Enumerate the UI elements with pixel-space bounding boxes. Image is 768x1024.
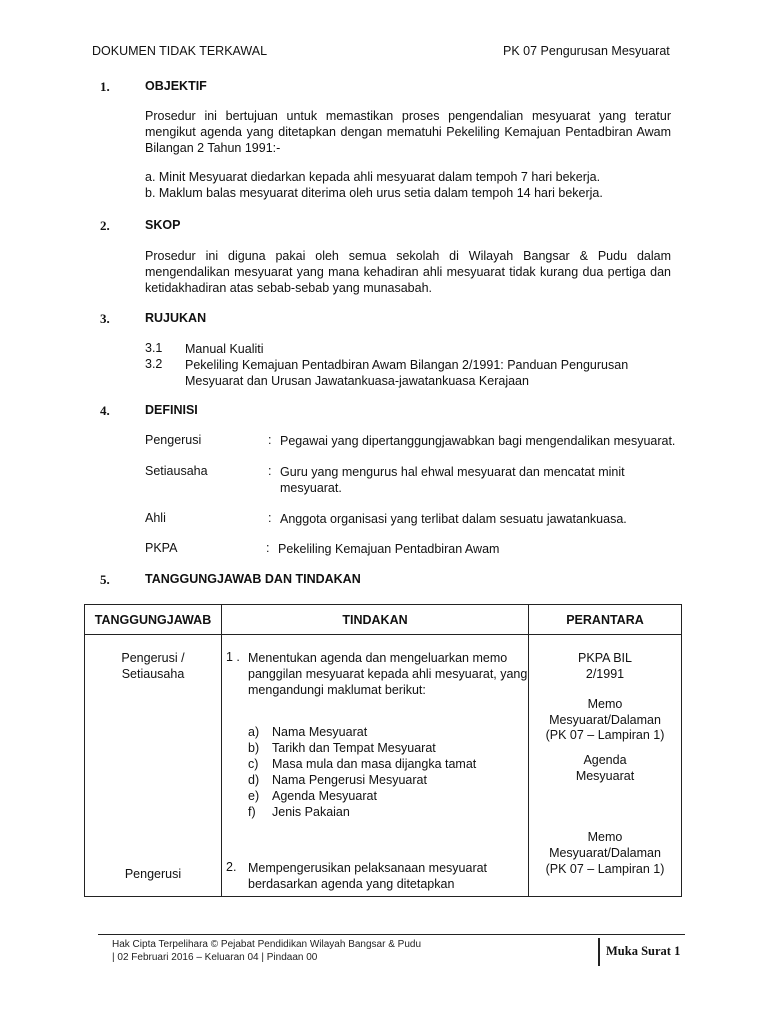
- section-title-definisi: DEFINISI: [145, 403, 198, 417]
- definition-description: Guru yang mengurus hal ehwal mesyuarat dan mencatat minit mesyuarat.: [280, 465, 625, 495]
- perantara-text: Memo: [587, 697, 623, 711]
- list-item-letter: f): [248, 805, 256, 819]
- list-item: Tarikh dan Tempat Mesyuarat: [272, 741, 436, 755]
- list-item: Nama Mesyuarat: [272, 725, 368, 739]
- list-item-letter: a): [248, 725, 260, 739]
- list-item: Jenis Pakaian: [272, 805, 350, 819]
- responsibility-text: Pengerusi: [124, 867, 182, 881]
- footer-copyright: [112, 938, 421, 964]
- reference-text: Manual Kualiti: [185, 342, 264, 356]
- section-title-tanggungjawab: TANGGUNGJAWAB DAN TINDAKAN: [145, 572, 361, 586]
- document-code: PK 07 Pengurusan Mesyuarat: [503, 44, 670, 58]
- definition-term: PKPA: [145, 541, 178, 555]
- reference-number: 3.2: [145, 357, 163, 371]
- perantara-text: PKPA BIL: [578, 651, 632, 665]
- section-title-rujukan: RUJUKAN: [145, 311, 207, 325]
- column-header-perantara: PERANTARA: [529, 605, 682, 635]
- definition-description: Anggota organisasi yang terlibat dalam sesuatu jawatankuasa.: [280, 512, 627, 526]
- perantara-text: Mesyuarat: [575, 769, 635, 783]
- section-number: 5.: [100, 572, 110, 587]
- section-number: 1.: [100, 79, 110, 94]
- list-item-letter: b): [248, 741, 260, 755]
- column-header-tindakan: TINDAKAN: [222, 605, 529, 635]
- section-number: 3.: [100, 311, 110, 326]
- list-item-letter: e): [248, 789, 260, 803]
- reference-text: Pekeliling Kemajuan Pentadbiran Awam Bilangan 2/1991: Panduan Pengurusan Mesyuarat dan Urusan Jawatankuasa-jawatankuasa Kerajaan: [185, 358, 629, 388]
- definition-colon: :: [268, 511, 272, 525]
- definition-term: Ahli: [145, 511, 166, 525]
- definition-colon: :: [268, 464, 272, 478]
- perantara-cell: [529, 635, 682, 897]
- table-header-row: [85, 605, 682, 635]
- perantara-text: (PK 07 – Lampiran 1): [545, 728, 665, 742]
- action-number: 2.: [226, 860, 237, 874]
- list-item-letter: c): [248, 757, 259, 771]
- objektif-item-a: a. Minit Mesyuarat diedarkan kepada ahli mesyuarat dalam tempoh 7 hari bekerja.: [145, 170, 601, 184]
- responsibility-text: Setiausaha: [121, 667, 185, 681]
- definition-term: Pengerusi: [145, 433, 202, 447]
- perantara-text: (PK 07 – Lampiran 1): [545, 862, 665, 876]
- footer-version-line: | 02 Februari 2016 – Keluaran 04 | Pindaan 00: [112, 952, 318, 963]
- section-title-objektif: OBJEKTIF: [145, 79, 207, 93]
- definition-term: Setiausaha: [145, 464, 208, 478]
- perantara-text: Agenda: [583, 753, 627, 767]
- responsibility-text: Pengerusi /: [121, 651, 185, 665]
- list-item-letter: d): [248, 773, 260, 787]
- objektif-item-b: b. Maklum balas mesyuarat diterima oleh urus setia dalam tempoh 14 hari bekerja.: [145, 186, 603, 200]
- action-text: Menentukan agenda dan mengeluarkan memo panggilan mesyuarat kepada ahli mesyuarat, yang mengandungi maklumat berikut:: [248, 651, 528, 697]
- definition-colon: :: [266, 541, 270, 555]
- definition-description: Pekeliling Kemajuan Pentadbiran Awam: [278, 542, 500, 556]
- objektif-intro: Prosedur ini bertujuan untuk memastikan proses pengendalian mesyuarat yang teratur mengikut agenda yang ditetapkan dengan mematuhi Pekeliling Kemajuan Pentadbiran Awam Bilangan 2 Tahun 1991:-: [145, 109, 671, 155]
- list-item: Masa mula dan masa dijangka tamat: [272, 757, 477, 771]
- footer-vertical-divider: [598, 938, 600, 966]
- column-header-tanggungjawab: TANGGUNGJAWAB: [85, 605, 222, 635]
- responsibility-table: [84, 604, 682, 897]
- reference-number: 3.1: [145, 341, 163, 355]
- action-number: 1 .: [226, 650, 240, 664]
- list-item: Nama Pengerusi Mesyuarat: [272, 773, 427, 787]
- page-number: Muka Surat 1: [606, 944, 681, 958]
- perantara-text: Memo: [587, 830, 623, 844]
- action-text: Mempengerusikan pelaksanaan mesyuarat berdasarkan agenda yang ditetapkan: [248, 861, 488, 891]
- skop-text: Prosedur ini diguna pakai oleh semua sekolah di Wilayah Bangsar & Pudu dalam mengendalikan mesyuarat yang mana kehadiran ahli mesyuarat tidak kurang dua pertiga dan ketidakhadiran atas sebab-sebab yang munasabah.: [145, 249, 671, 295]
- definition-colon: :: [268, 433, 272, 447]
- section-title-skop: SKOP: [145, 218, 181, 232]
- perantara-text: Mesyuarat/Dalaman: [549, 846, 661, 860]
- footer-copyright-line: Hak Cipta Terpelihara © Pejabat Pendidikan Wilayah Bangsar & Pudu: [112, 939, 422, 950]
- list-item: Agenda Mesyuarat: [272, 789, 377, 803]
- definition-description: Pegawai yang dipertanggungjawabkan bagi mengendalikan mesyuarat.: [280, 434, 676, 448]
- responsibility-cell: [85, 635, 222, 897]
- table-row: [85, 635, 682, 897]
- section-number: 4.: [100, 403, 110, 418]
- perantara-text: Mesyuarat/Dalaman: [549, 713, 661, 727]
- document-status: DOKUMEN TIDAK TERKAWAL: [92, 44, 268, 58]
- action-cell: [222, 635, 529, 897]
- footer-divider: [98, 934, 685, 935]
- perantara-text: 2/1991: [585, 667, 625, 681]
- section-number: 2.: [100, 218, 110, 233]
